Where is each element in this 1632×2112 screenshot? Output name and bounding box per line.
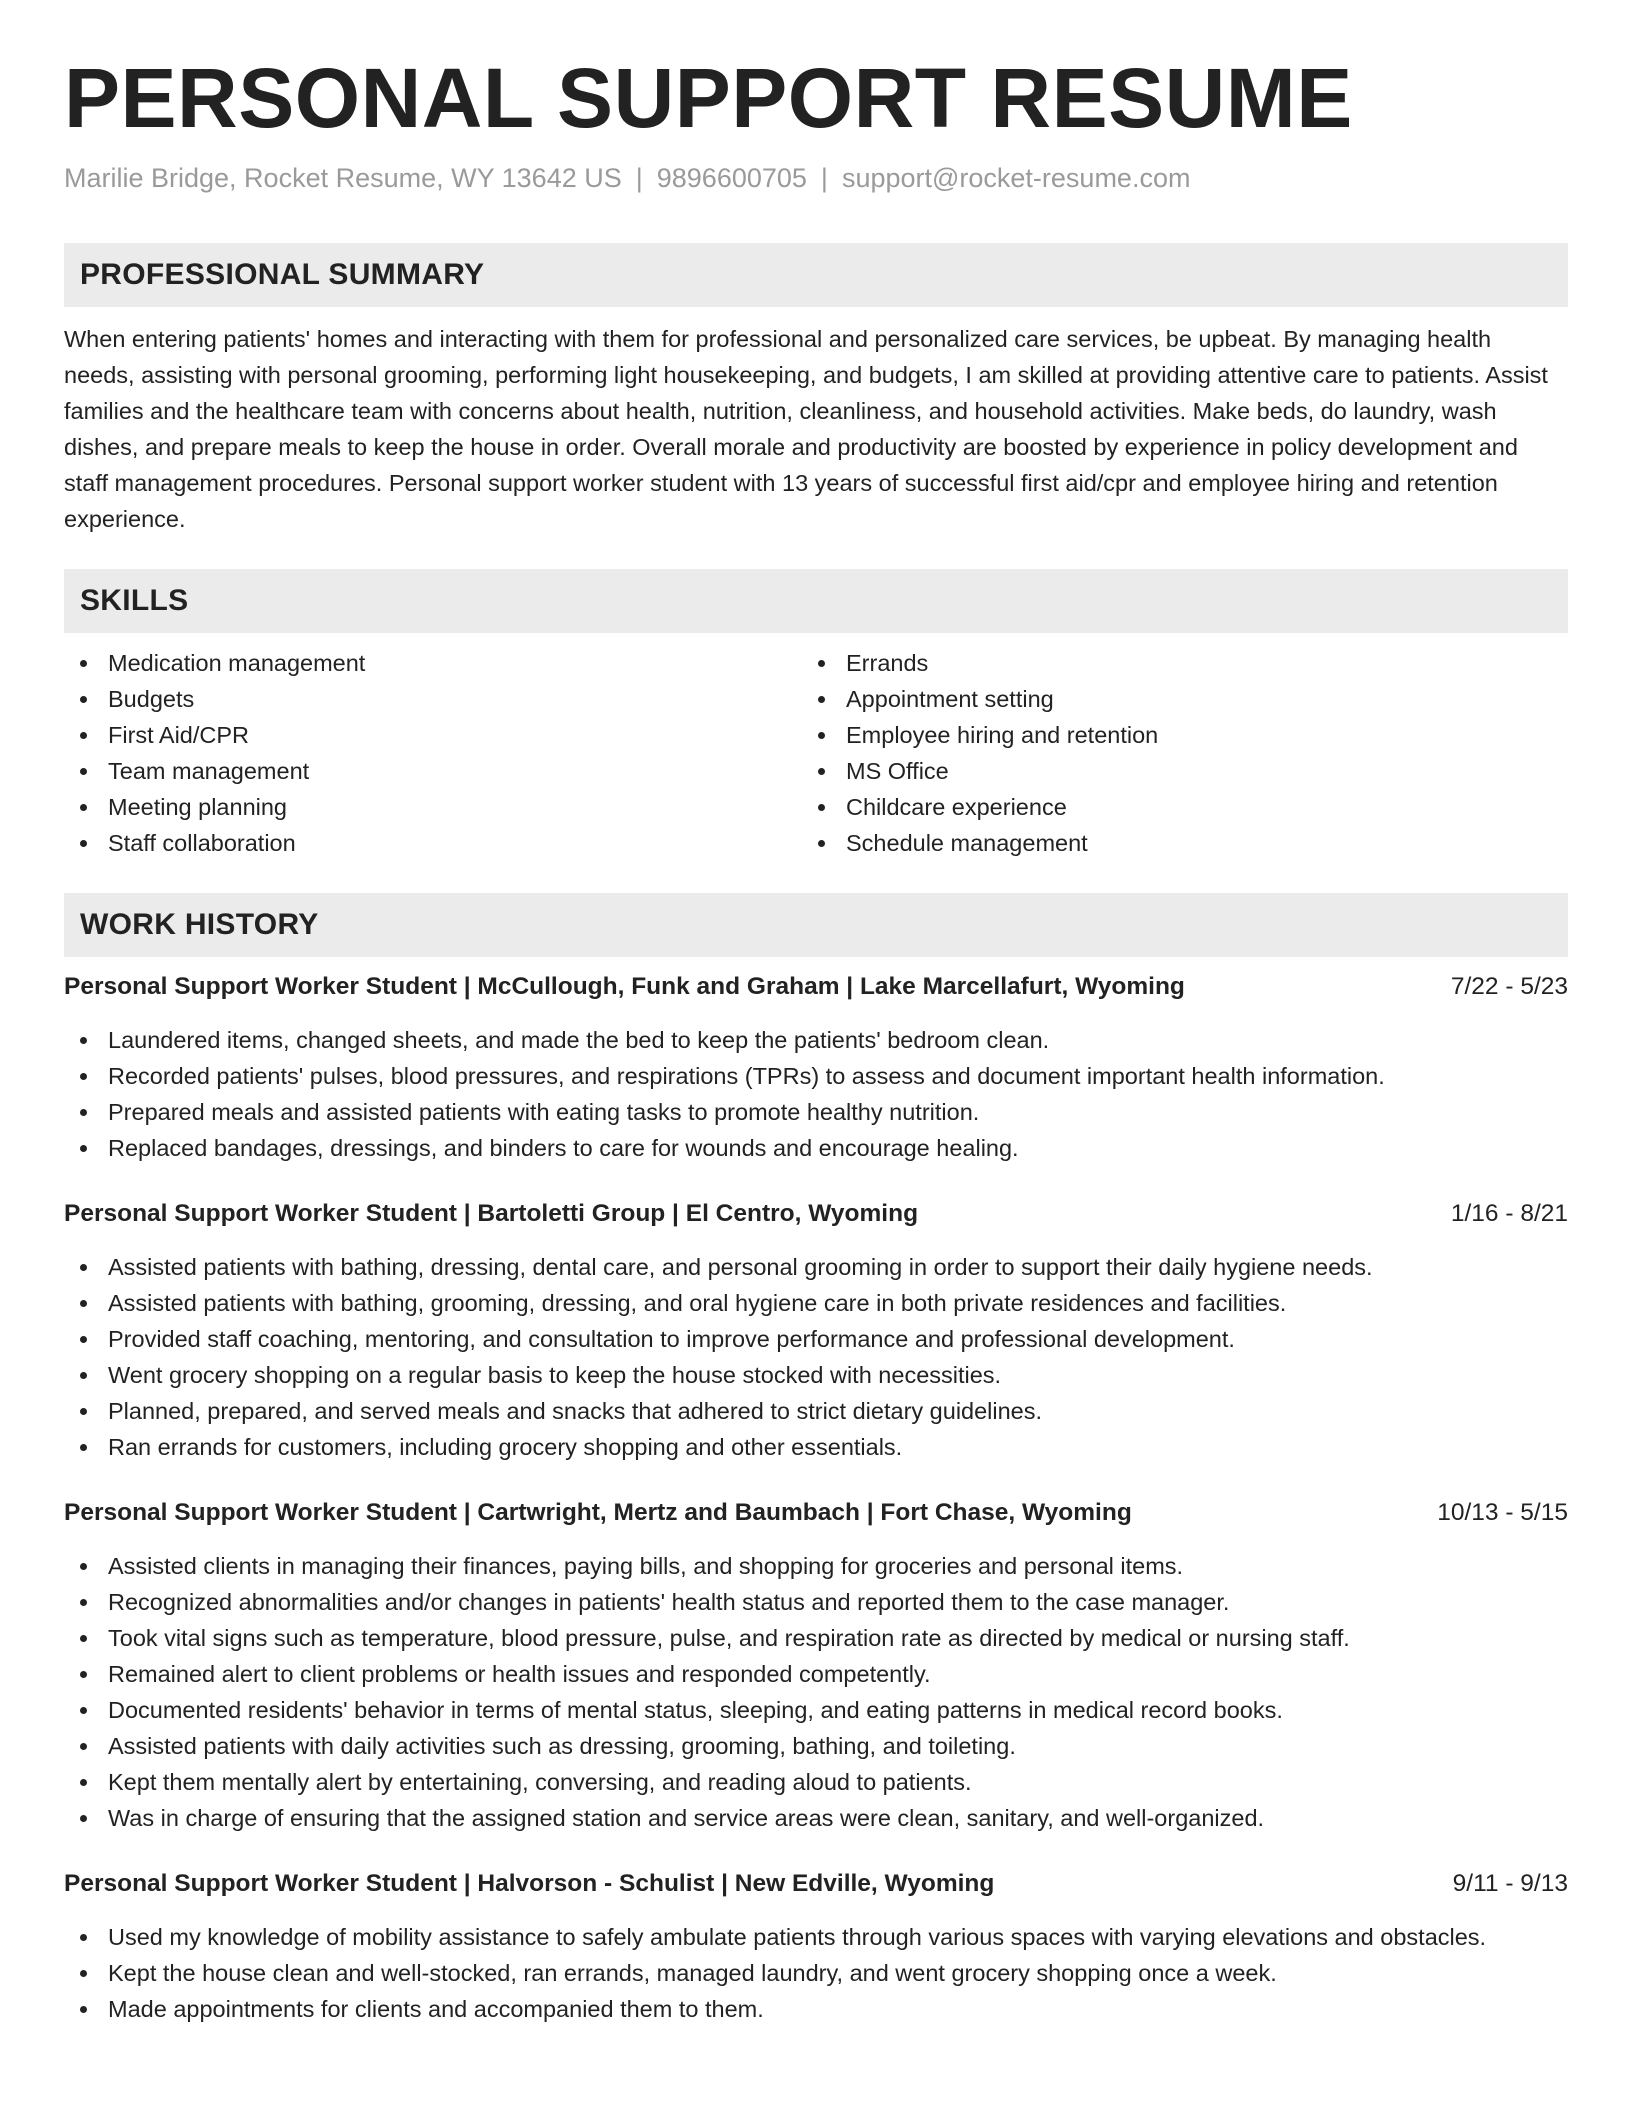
skills-heading: SKILLS xyxy=(80,583,189,617)
job-bullet: Recognized abnormalities and/or changes in patients' health status and reported them to the case manager. xyxy=(64,1584,1568,1620)
skill-item: Errands xyxy=(816,645,1568,681)
job-bullet: Made appointments for clients and accompanied them to them. xyxy=(64,1991,1568,2027)
job-bullet: Provided staff coaching, mentoring, and consultation to improve performance and professional development. xyxy=(64,1321,1568,1357)
job-bullet: Was in charge of ensuring that the assigned station and service areas were clean, sanitary, and well-organized. xyxy=(64,1800,1568,1836)
job-dates: 7/22 - 5/23 xyxy=(1450,972,1568,1000)
skill-item: MS Office xyxy=(816,753,1568,789)
skill-item: Employee hiring and retention xyxy=(816,717,1568,753)
skills-column-right xyxy=(816,645,1568,861)
job-bullets xyxy=(64,1249,1568,1465)
job-bullet: Planned, prepared, and served meals and snacks that adhered to strict dietary guidelines. xyxy=(64,1393,1568,1429)
job-entry xyxy=(64,1495,1568,1836)
contact-separator: | xyxy=(820,163,828,194)
job-title: Personal Support Worker Student | McCullough, Funk and Graham | Lake Marcellafurt, Wyoming xyxy=(64,972,1185,1000)
job-bullet: Recorded patients' pulses, blood pressures, and respirations (TPRs) to assess and document important health information. xyxy=(64,1058,1568,1094)
summary-text: When entering patients' homes and interacting with them for professional and personalized care services, be upbeat. By managing health needs, assisting with personal grooming, performing light housekeeping, and budgets, I am skilled at providing attentive care to patients. Assist families and the healthcare team with concerns about health, nutrition, cleanliness, and household activities. Make beds, do laundry, wash dishes, and prepare meals to keep the house in order. Overall morale and productivity are boosted by experience in policy development and staff management procedures. Personal support worker student with 13 years of successful first aid/cpr and employee hiring and retention experience. xyxy=(64,325,1548,532)
contact-address: Marilie Bridge, Rocket Resume, WY 13642 US xyxy=(64,163,622,194)
job-entry xyxy=(64,969,1568,1166)
job-bullet: Remained alert to client problems or health issues and responded competently. xyxy=(64,1656,1568,1692)
job-title: Personal Support Worker Student | Bartoletti Group | El Centro, Wyoming xyxy=(64,1199,919,1227)
skill-item: First Aid/CPR xyxy=(64,717,816,753)
job-bullet: Assisted patients with bathing, grooming, dressing, and oral hygiene care in both private residences and facilities. xyxy=(64,1285,1568,1321)
skills-column-left xyxy=(64,645,816,861)
skill-item: Appointment setting xyxy=(816,681,1568,717)
job-bullet: Laundered items, changed sheets, and made the bed to keep the patients' bedroom clean. xyxy=(64,1022,1568,1058)
job-bullet: Assisted patients with bathing, dressing, dental care, and personal grooming in order to support their daily hygiene needs. xyxy=(64,1249,1568,1285)
contact-email: support@rocket-resume.com xyxy=(841,163,1191,194)
job-header xyxy=(64,1866,1568,1902)
skill-item: Schedule management xyxy=(816,825,1568,861)
skill-item: Staff collaboration xyxy=(64,825,816,861)
job-entry xyxy=(64,1196,1568,1465)
skill-item: Team management xyxy=(64,753,816,789)
job-header xyxy=(64,1495,1568,1531)
job-bullet: Kept them mentally alert by entertaining, conversing, and reading aloud to patients. xyxy=(64,1764,1568,1800)
job-header xyxy=(64,1196,1568,1232)
job-bullet: Took vital signs such as temperature, blood pressure, pulse, and respiration rate as directed by medical or nursing staff. xyxy=(64,1620,1568,1656)
job-bullet: Documented residents' behavior in terms of mental status, sleeping, and eating patterns in medical record books. xyxy=(64,1692,1568,1728)
job-bullet: Assisted patients with daily activities such as dressing, grooming, bathing, and toileting. xyxy=(64,1728,1568,1764)
work-history-list xyxy=(64,969,1568,2027)
resume-title: PERSONAL SUPPORT RESUME xyxy=(64,51,1353,145)
skill-item: Childcare experience xyxy=(816,789,1568,825)
job-bullet: Ran errands for customers, including grocery shopping and other essentials. xyxy=(64,1429,1568,1465)
work-heading-bar xyxy=(64,893,1568,957)
job-header xyxy=(64,969,1568,1005)
job-dates: 1/16 - 8/21 xyxy=(1450,1199,1568,1227)
job-bullet: Used my knowledge of mobility assistance to safely ambulate patients through various spaces with varying elevations and obstacles. xyxy=(64,1919,1568,1955)
job-bullets xyxy=(64,1919,1568,2027)
job-entry xyxy=(64,1866,1568,2027)
skills-list xyxy=(64,645,1568,861)
job-bullet: Prepared meals and assisted patients with eating tasks to promote healthy nutrition. xyxy=(64,1094,1568,1130)
job-bullet: Kept the house clean and well-stocked, ran errands, managed laundry, and went grocery shopping once a week. xyxy=(64,1955,1568,1991)
skill-item: Budgets xyxy=(64,681,816,717)
contact-separator: | xyxy=(635,163,643,194)
summary-heading: PROFESSIONAL SUMMARY xyxy=(80,257,485,291)
job-bullets xyxy=(64,1022,1568,1166)
job-dates: 10/13 - 5/15 xyxy=(1437,1498,1568,1526)
contact-line xyxy=(64,162,1568,194)
job-bullets xyxy=(64,1548,1568,1836)
summary-heading-bar xyxy=(64,243,1568,307)
skill-item: Medication management xyxy=(64,645,816,681)
skill-item: Meeting planning xyxy=(64,789,816,825)
job-bullet: Assisted clients in managing their finances, paying bills, and shopping for groceries and personal items. xyxy=(64,1548,1568,1584)
contact-phone: 9896600705 xyxy=(656,163,807,194)
job-bullet: Replaced bandages, dressings, and binders to care for wounds and encourage healing. xyxy=(64,1130,1568,1166)
skills-heading-bar xyxy=(64,569,1568,633)
work-heading: WORK HISTORY xyxy=(80,907,319,941)
job-bullet: Went grocery shopping on a regular basis to keep the house stocked with necessities. xyxy=(64,1357,1568,1393)
job-title: Personal Support Worker Student | Cartwright, Mertz and Baumbach | Fort Chase, Wyoming xyxy=(64,1498,1132,1526)
job-title: Personal Support Worker Student | Halvorson - Schulist | New Edville, Wyoming xyxy=(64,1869,995,1897)
job-dates: 9/11 - 9/13 xyxy=(1452,1869,1568,1897)
